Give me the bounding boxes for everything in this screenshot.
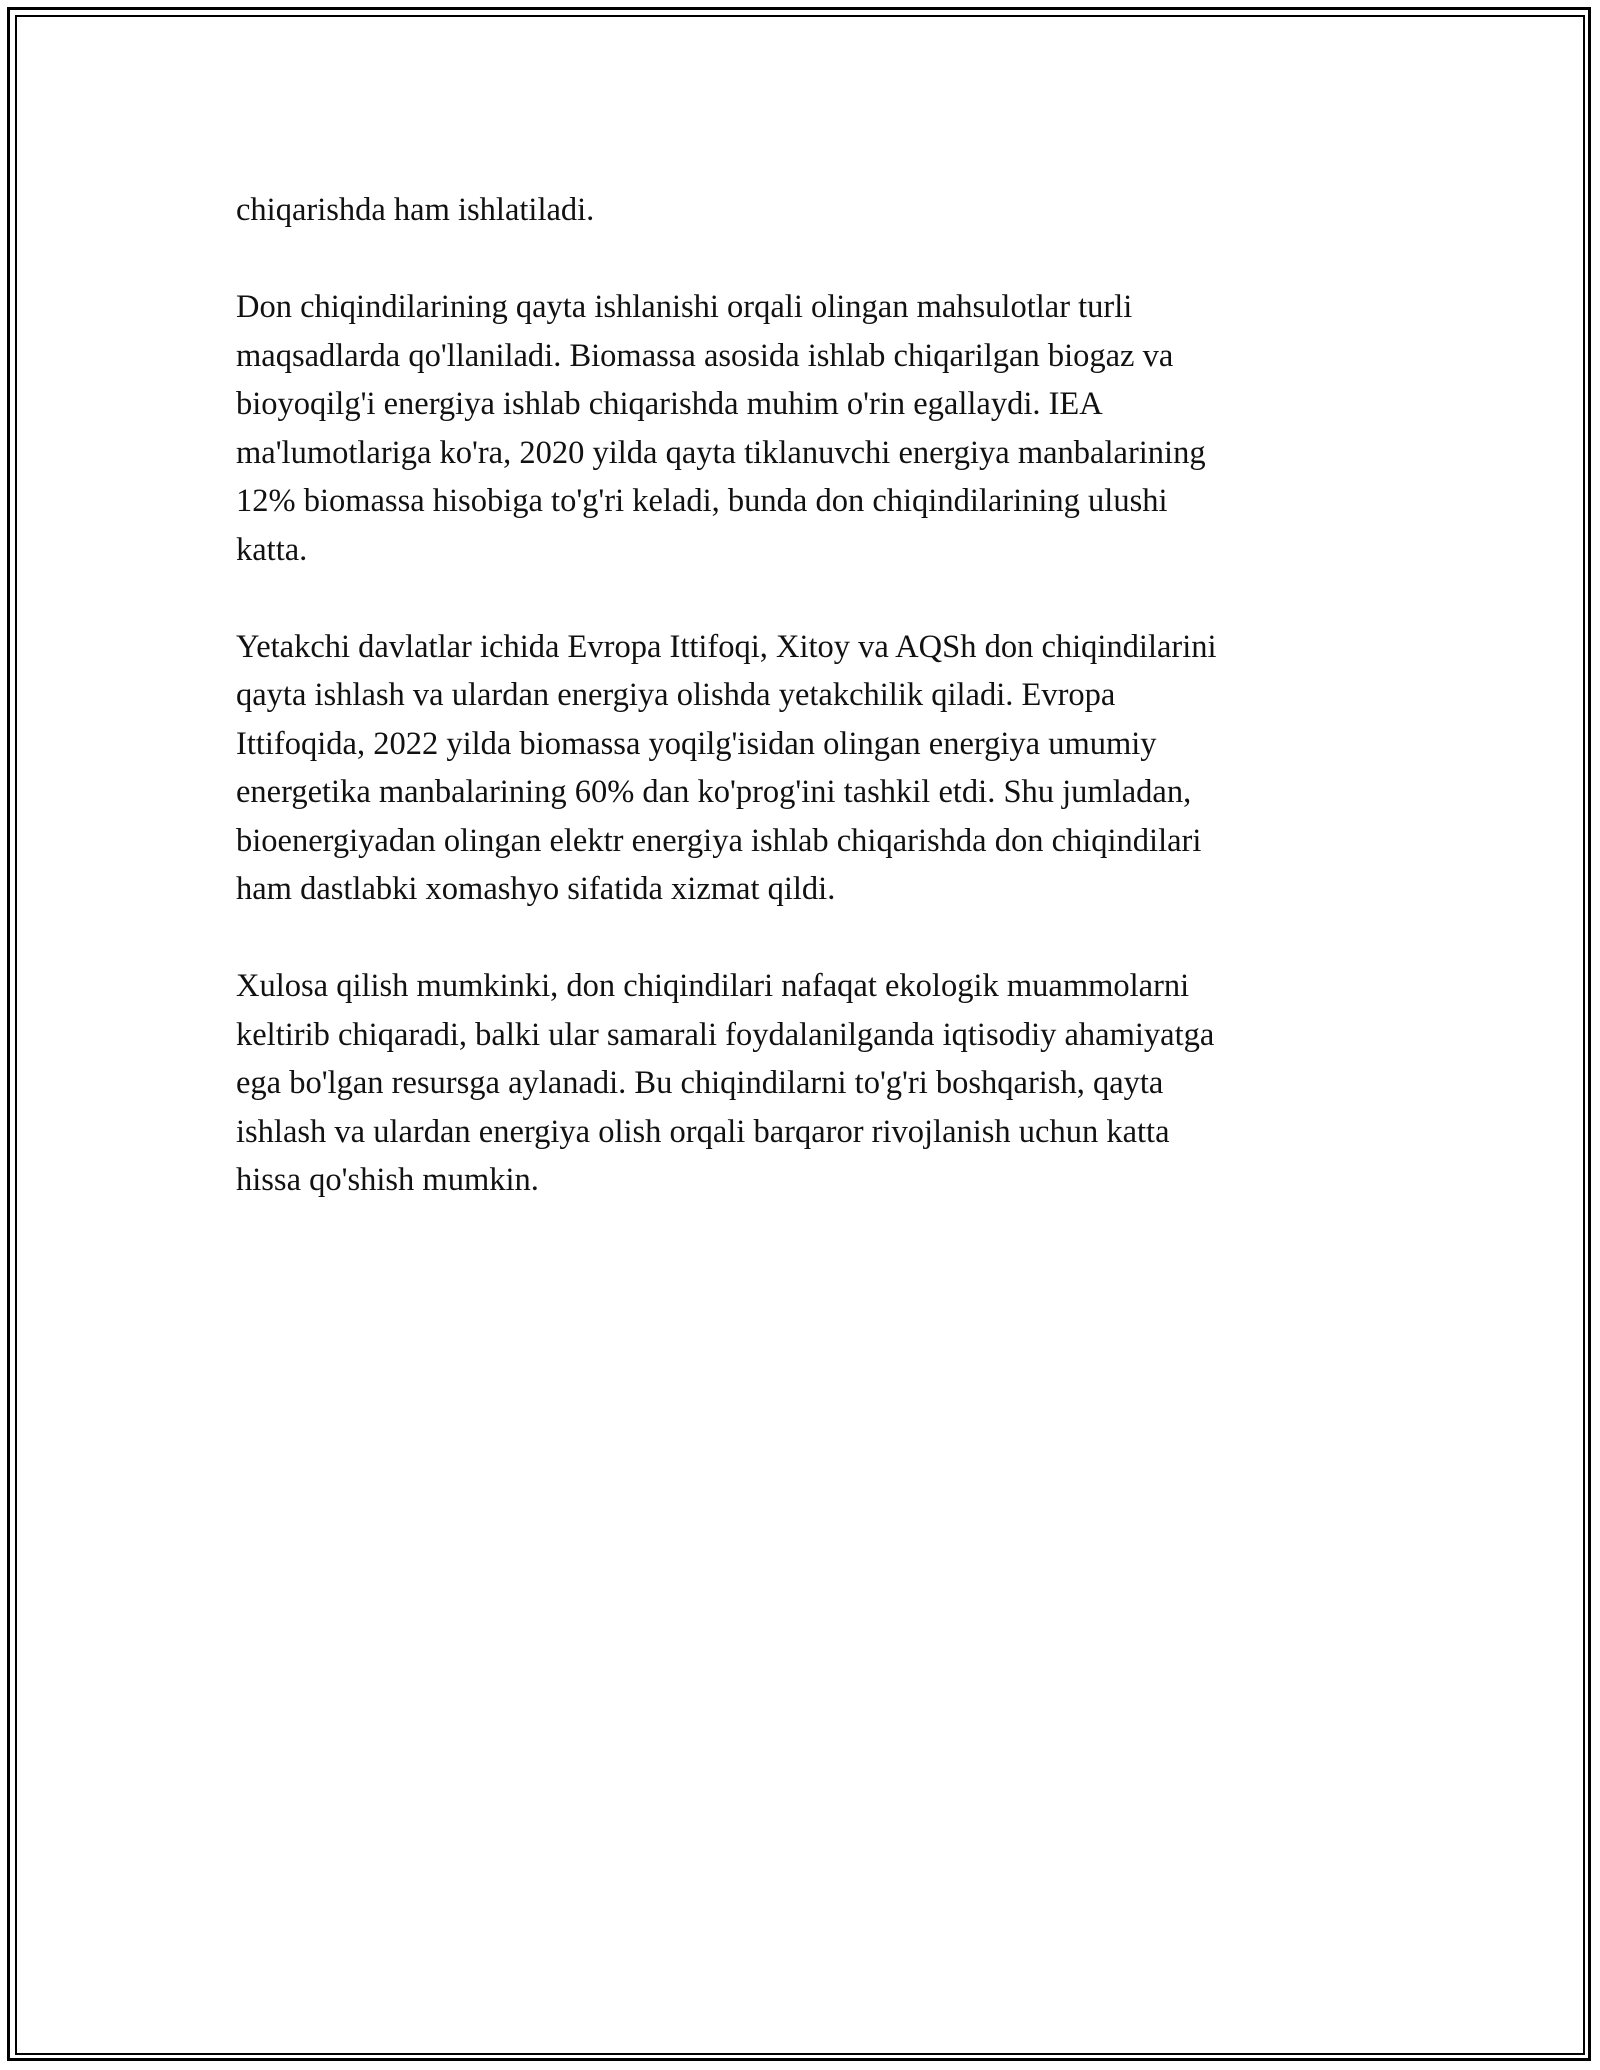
paragraph-leading-countries: Yetakchi davlatlar ichida Evropa Ittifoqi, Xitoy va AQSh don chiqindilarini qayta ishlash va ulardan energiya olishda yetakchilik qiladi. Evropa Ittifoqida, 2022 yilda biomassa yoqilg'isidan olingan energiya umumiy energetika manbalarining 60% dan ko'prog'ini tashkil etdi. Shu jumladan, bioenergiyadan olingan elektr energiya ishlab chiqarishda don chiqindilari ham dastlabki xomashyo sifatida xizmat qildi. xyxy=(236,628,1217,907)
paragraph-continuation: chiqarishda ham ishlatiladi. xyxy=(236,192,595,228)
paragraph-products-usage: Don chiqindilarining qayta ishlanishi orqali olingan mahsulotlar turli maqsadlarda qo'llaniladi. Biomassa asosida ishlab chiqarilgan biogaz va bioyoqilg'i energiya ishlab chiqarishda muhim o'rin egallaydi. IEA ma'lumotlariga ko'ra, 2020 yilda qayta tiklanuvchi energiya manbalarining 12% biomassa hisobiga to'g'ri keladi, bunda don chiqindilarining ulushi katta. xyxy=(236,289,1206,568)
document-body xyxy=(236,186,1361,1205)
paragraph-conclusion: Xulosa qilish mumkinki, don chiqindilari nafaqat ekologik muammolarni keltirib chiqaradi, balki ular samarali foydalanilganda iqtisodiy ahamiyatga ega bo'lgan resursga aylanadi. Bu chiqindilarni to'g'ri boshqarish, qayta ishlash va ulardan energiya olish orqali barqaror rivojlanish uchun katta hissa qo'shish mumkin. xyxy=(236,968,1215,1198)
